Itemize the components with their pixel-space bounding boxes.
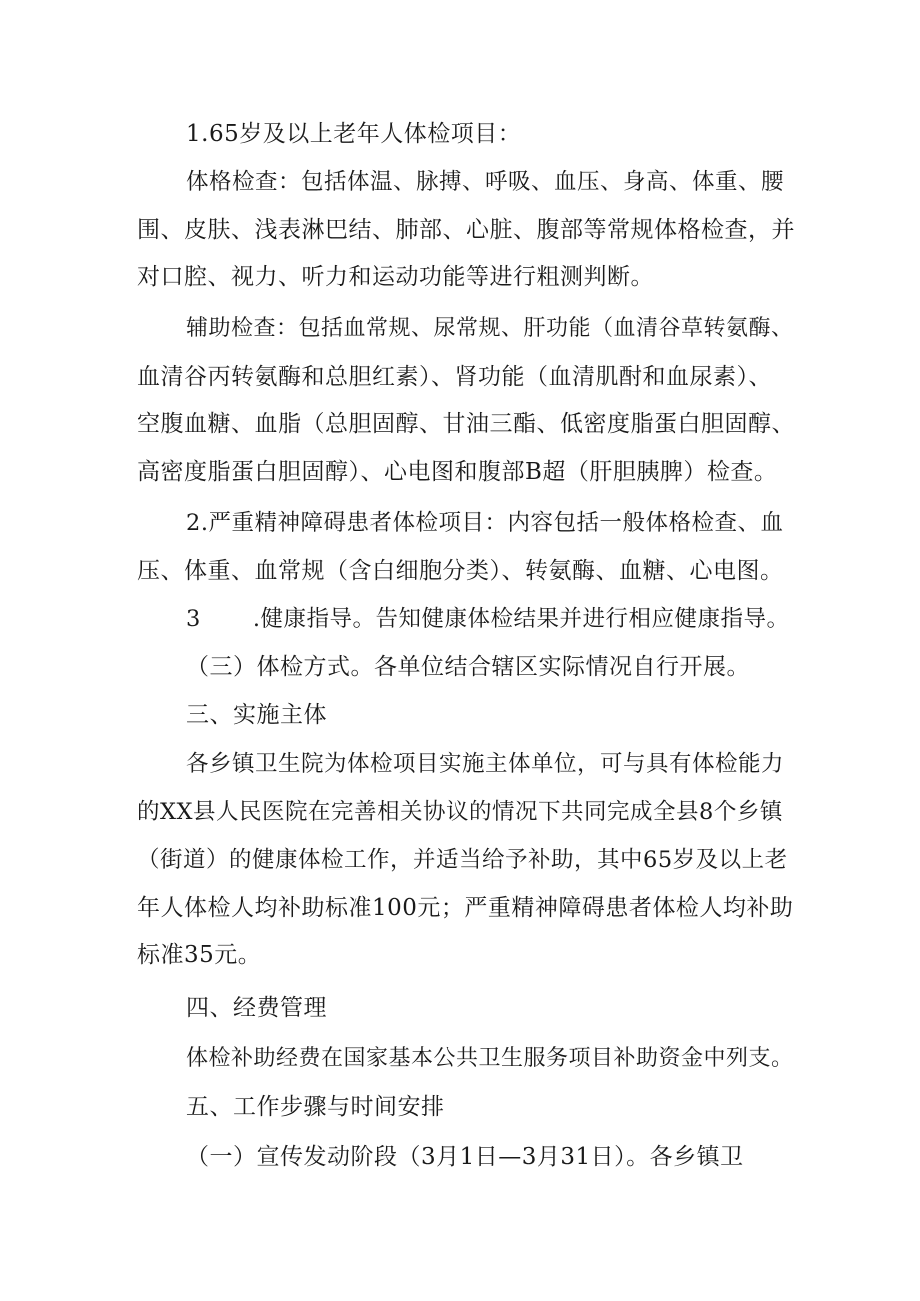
paragraph-line: 各乡镇卫生院为体检项目实施主体单位，可与具有体检能力 <box>186 751 785 777</box>
paragraph-line: 高密度脂蛋白胆固醇）、心电图和腹部B超（肝胆胰脾）检查。 <box>137 459 778 485</box>
paragraph-line: （三）体检方式。各单位结合辖区实际情况自行开展。 <box>186 654 750 680</box>
item-number: 3 <box>186 606 201 632</box>
paragraph-line: 对口腔、视力、听力和运动功能等进行粗测判断。 <box>137 264 654 290</box>
section-heading-elderly-exam: 1.65岁及以上老年人体检项目： <box>186 121 522 147</box>
paragraph-line: 体格检查：包括体温、脉搏、呼吸、血压、身高、体重、腰 <box>186 169 785 195</box>
section-heading-funding: 四、经费管理 <box>186 995 327 1021</box>
paragraph-line: （一）宣传发动阶段（3月1日—3月31日）。各乡镇卫 <box>186 1144 744 1170</box>
paragraph-line: 围、皮肤、浅表淋巴结、肺部、心脏、腹部等常规体格检查，并 <box>137 217 795 243</box>
paragraph-line: 空腹血糖、血脂（总胆固醇、甘油三酯、低密度脂蛋白胆固醇、 <box>137 411 795 437</box>
paragraph-line: 辅助检查：包括血常规、尿常规、肝功能（血清谷草转氨酶、 <box>186 316 794 341</box>
paragraph-line: 体检补助经费在国家基本公共卫生服务项目补助资金中列支。 <box>186 1046 794 1071</box>
section-heading-schedule: 五、工作步骤与时间安排 <box>186 1094 445 1120</box>
paragraph-line: （街道）的健康体检工作，并适当给予补助，其中65岁及以上老 <box>137 847 788 873</box>
paragraph-line: 的XX县人民医院在完善相关协议的情况下共同完成全县8个乡镇 <box>137 799 783 825</box>
item-text: .健康指导。告知健康体检结果并进行相应健康指导。 <box>252 606 790 632</box>
paragraph-line: 压、体重、血常规（含白细胞分类）、转氨酶、血糖、心电图。 <box>137 558 784 584</box>
section-heading-mental-exam: 2.严重精神障碍患者体检项目：内容包括一般体格检查、血 <box>186 510 784 536</box>
paragraph-line: 血清谷丙转氨酶和总胆红素）、肾功能（血清肌酎和血尿素）、 <box>137 364 772 390</box>
section-heading-implementer: 三、实施主体 <box>186 702 327 728</box>
paragraph-line: 标准35元。 <box>137 942 262 968</box>
paragraph-line: 年人体检人均补助标准100元；严重精神障碍患者体检人均补助 <box>137 895 794 921</box>
section-heading-health-guidance <box>186 604 789 634</box>
